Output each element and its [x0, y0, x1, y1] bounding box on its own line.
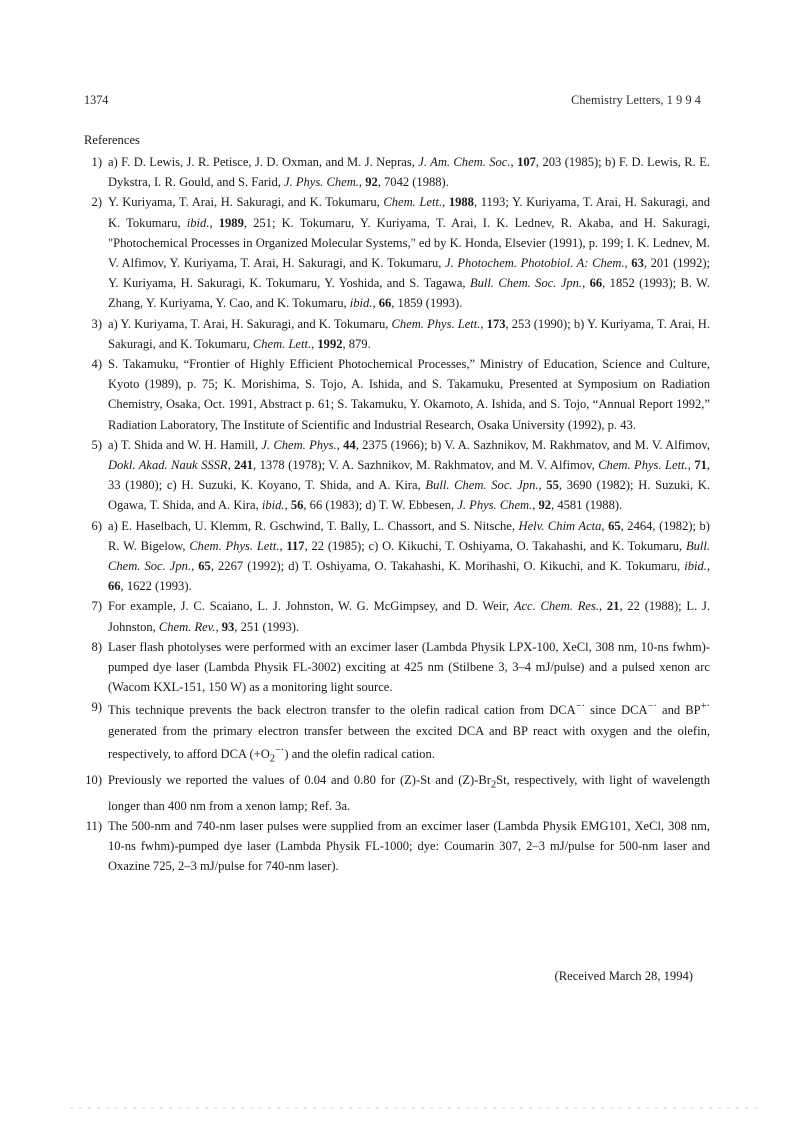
reference-text: a) Y. Kuriyama, T. Arai, H. Sakuragi, and K. Tokumaru, Chem. Phys. Lett., 173, 253 (1990); b) Y. Kuriyama, T. Arai, H. Sakuragi, and K. Tokumaru, Chem. Lett., 1992, 879.	[108, 316, 710, 351]
received-date: (Received March 28, 1994)	[554, 969, 693, 983]
reference-item	[84, 354, 710, 435]
reference-text: a) E. Haselbach, U. Klemm, R. Gschwind, T. Bally, L. Chassort, and S. Nitsche, Helv. Chim Acta, 65, 2464, (1982); b) R. W. Bigelow, Chem. Phys. Lett., 117, 22 (1985); c) O. Kikuchi, T. Oshiyama, O. Takahashi, and K. Tokumaru, Bull. Chem. Soc. Jpn., 65, 2267 (1992); d) T. Oshiyama, O. Takahashi, K. Morihashi, O. Kikuchi, and K. Tokumaru, ibid., 66, 1622 (1993).	[108, 518, 711, 594]
reference-number: 7)	[91, 599, 102, 614]
journal-title: Chemistry Letters, 1 9 9 4	[571, 93, 701, 107]
reference-text: a) F. D. Lewis, J. R. Petisce, J. D. Oxman, and M. J. Nepras, J. Am. Chem. Soc., 107, 203 (1985); b) F. D. Lewis, R. E. Dykstra, I. R. Gould, and S. Farid, J. Phys. Chem., 92, 7042 (1988).	[108, 155, 710, 190]
reference-number: 4)	[91, 357, 102, 372]
reference-text: S. Takamuku, “Frontier of Highly Efficient Photochemical Processes,” Ministry of Education, Science and Culture, Kyoto (1989), p. 75; K. Morishima, S. Tojo, A. Ishida, and S. Takamuku, Presented at Symposium on Radiation Chemistry, Osaka, Oct. 1991, Abstract p. 61; S. Takamuku, Y. Okamoto, A. Ishida, and S. Tojo, “Annual Report 1992,” Radiation Laboratory, The Institute of Scientific and Industrial Research, Osaka University (1992), p. 43.	[108, 357, 710, 432]
references-heading: References	[84, 133, 140, 147]
reference-text: Y. Kuriyama, T. Arai, H. Sakuragi, and K. Tokumaru, Chem. Lett., 1988, 1193; Y. Kuriyama, T. Arai, H. Sakuragi, and K. Tokumaru, ibid., 1989, 251; K. Tokumaru, Y. Kuriyama, T. Arai, I. K. Lednev, R. Akaba, and H. Sakuragi, "Photochemical Processes in Organized Molecular Systems," ed by K. Honda, Elsevier (1991), p. 199; I. K. Lednev, M. V. Alfimov, Y. Kuriyama, T. Arai, H. Sakuragi, and K. Tokumaru, J. Photochem. Photobiol. A: Chem., 63, 201 (1992); Y. Kuriyama, H. Sakuragi, K. Tokumaru, Y. Yoshida, and S. Tagawa, Bull. Chem. Soc. Jpn., 66, 1852 (1993); B. W. Zhang, Y. Kuriyama, Y. Cao, and K. Tokumaru, ibid., 66, 1859 (1993).	[108, 195, 711, 311]
reference-number: 1)	[91, 155, 102, 169]
reference-item	[84, 152, 710, 192]
reference-number: 6)	[91, 518, 102, 533]
reference-text: Previously we reported the values of 0.04 and 0.80 for (Z)-St and $(Z)-Br_2St$, respectively, with light of wavelength longer than 400 nm from a xenon lamp; Ref. 3a.	[108, 772, 710, 813]
reference-text: This technique prevents the back electron transfer to the olefin radical cation from DCA−· since DCA−· and BP+· generated from the primary electron transfer between the excited DCA and BP react with oxygen and the olefin, respectively, to afford DCA $(+O_2^{-\cdot})$ and the olefin radical cation.	[108, 701, 710, 765]
reference-item	[84, 192, 710, 313]
reference-text: The 500-nm and 740-nm laser pulses were supplied from an excimer laser (Lambda Physik EMG101, XeCl, 308 nm, 10-ns fwhm)-pumped dye laser (Lambda Physik FL-1000; dye: Coumarin 307, 2–3 mJ/pulse for 500-nm laser and Oxazine 725, 2–3 mJ/pulse for 740-nm laser).	[108, 818, 710, 874]
reference-list	[84, 152, 710, 876]
reference-item	[84, 314, 710, 354]
reference-number: 2)	[91, 195, 102, 210]
reference-item	[84, 596, 710, 636]
running-head	[84, 93, 701, 111]
reference-number: 11)	[85, 818, 102, 833]
reference-item	[84, 435, 710, 516]
reference-item	[84, 816, 710, 877]
reference-number: 3)	[91, 316, 102, 331]
reference-number: 9)	[91, 700, 102, 715]
reference-number: 5)	[91, 437, 102, 452]
reference-item	[84, 637, 710, 698]
reference-text: For example, J. C. Scaiano, L. J. Johnston, W. G. McGimpsey, and D. Weir, Acc. Chem. Res., 21, 22 (1988); L. J. Johnston, Chem. Rev., 93, 251 (1993).	[108, 599, 710, 634]
scan-artifact	[70, 1107, 763, 1109]
reference-item	[84, 770, 710, 816]
reference-text: a) T. Shida and W. H. Hamill, J. Chem. Phys., 44, 2375 (1966); b) V. A. Sazhnikov, M. Rakhmatov, and M. V. Alfimov, Dokl. Akad. Nauk SSSR, 241, 1378 (1978); V. A. Sazhnikov, M. Rakhmatov, and M. V. Alfimov, Chem. Phys. Lett., 71, 33 (1980); c) H. Suzuki, K. Koyano, T. Shida, and A. Kira, Bull. Chem. Soc. Jpn., 55, 3690 (1982); H. Suzuki, K. Ogawa, T. Shida, and A. Kira, ibid., 56, 66 (1983); d) T. W. Ebbesen, J. Phys. Chem., 92, 4581 (1988).	[108, 437, 711, 513]
page-number: 1374	[84, 93, 109, 107]
reference-item	[84, 697, 710, 769]
reference-item	[84, 516, 710, 597]
reference-text: Laser flash photolyses were performed with an excimer laser (Lambda Physik LPX-100, XeCl, 308 nm, 10-ns fwhm)-pumped dye laser (Lambda Physik FL-3002) exciting at 425 nm (Stilbene 3, 3–4 mJ/pulse) and a pulsed xenon arc (Wacom KXL-151, 150 W) as a monitoring light source.	[108, 639, 710, 695]
reference-number: 8)	[91, 639, 102, 654]
reference-number: 10)	[85, 772, 102, 787]
